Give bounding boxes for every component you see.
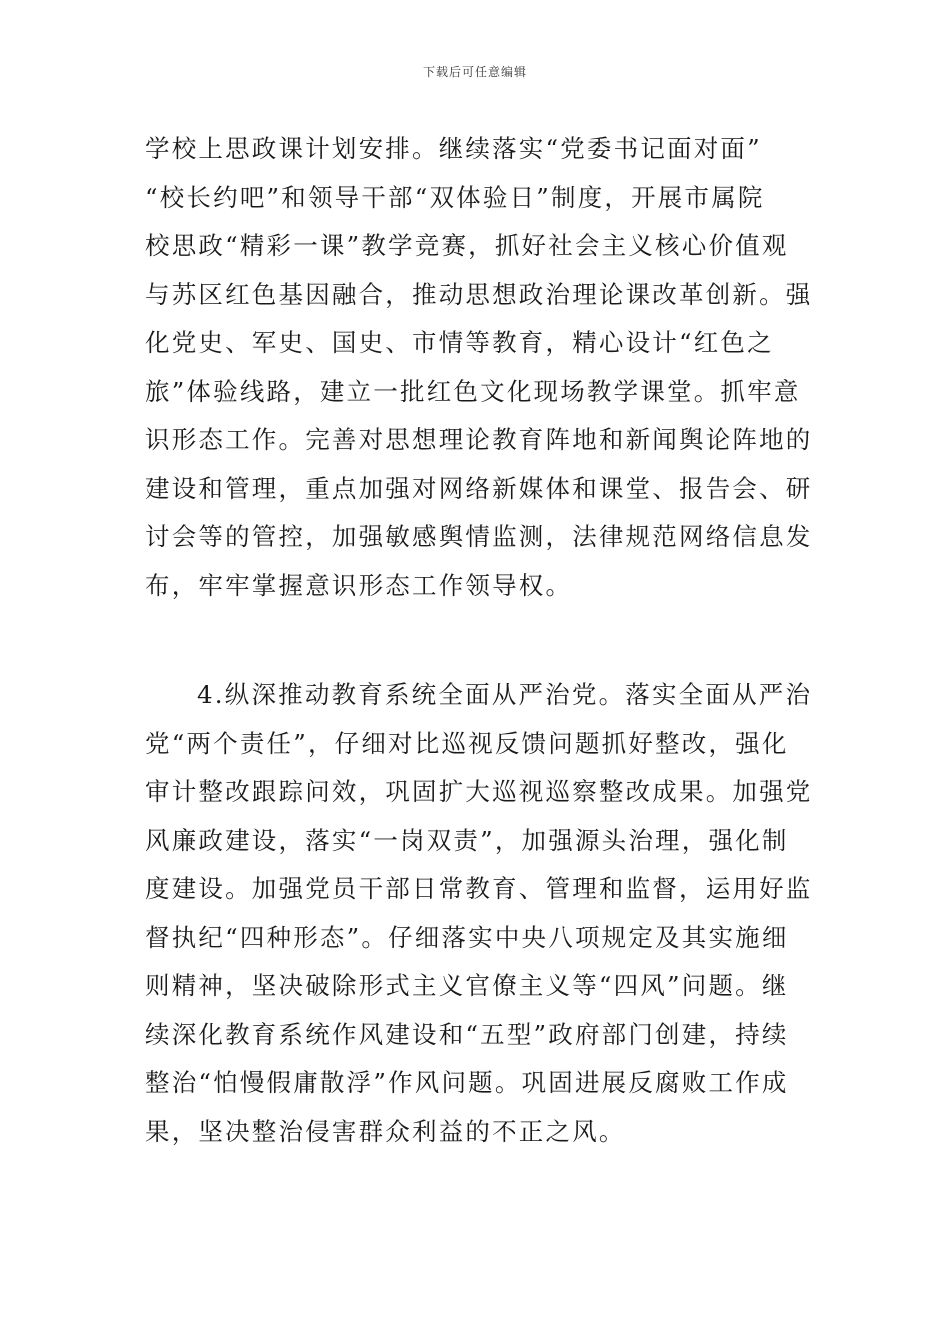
paragraph-line: 校思政“精彩一课”教学竞赛，抓好社会主义核心价值观 bbox=[145, 231, 789, 260]
paragraph-line: 则精神，坚决破除形式主义官僚主义等“四风”问题。继 bbox=[145, 971, 789, 1000]
paragraph-line: 审计整改跟踪问效，巩固扩大巡视巡察整改成果。加强党 bbox=[145, 777, 813, 806]
paragraph-line: 续深化教育系统作风建设和“五型”政府部门创建，持续 bbox=[145, 1019, 789, 1049]
paragraph-line: 讨会等的管控，加强敏感舆情监测，法律规范网络信息发 bbox=[145, 522, 813, 551]
paragraph-line: 风廉政建设，落实“一岗双责”，加强源头治理，强化制 bbox=[145, 825, 789, 855]
paragraph-ideological-work bbox=[145, 125, 813, 610]
paragraph-line: 度建设。加强党员干部日常教育、管理和监督，运用好监 bbox=[145, 874, 813, 903]
paragraph-line: 建设和管理，重点加强对网络新媒体和课堂、报告会、研 bbox=[145, 473, 813, 503]
paragraph-line: “校长约吧”和领导干部“双体验日”制度，开展市属院 bbox=[145, 182, 765, 212]
paragraph-line: 党“两个责任”，仔细对比巡视反馈问题抓好整改，强化 bbox=[145, 728, 789, 758]
paragraph-line: 督执纪“四种形态”。仔细落实中央八项规定及其实施细 bbox=[145, 922, 789, 952]
paragraph-line: 4.纵深推动教育系统全面从严治党。落实全面从严治 bbox=[197, 680, 813, 709]
paragraph-line: 化党史、军史、国史、市情等教育，精心设计“红色之 bbox=[145, 328, 774, 357]
header-note: 下载后可任意编辑 bbox=[422, 65, 527, 79]
paragraph-line: 果，坚决整治侵害群众利益的不正之风。 bbox=[145, 1116, 626, 1146]
paragraph-line: 与苏区红色基因融合，推动思想政治理论课改革创新。强 bbox=[145, 279, 813, 309]
paragraph-line: 学校上思政课计划安排。继续落实“党委书记面对面” bbox=[145, 134, 762, 163]
paragraph-line: 整治“怕慢假庸散浮”作风问题。巩固进展反腐败工作成 bbox=[145, 1068, 789, 1097]
paragraph-line: 布，牢牢掌握意识形态工作领导权。 bbox=[145, 570, 573, 600]
paragraph-line: 旅”体验线路，建立一批红色文化现场教学课堂。抓牢意 bbox=[145, 376, 801, 406]
paragraph-line: 识形态工作。完善对思想理论教育阵地和新闻舆论阵地的 bbox=[145, 425, 813, 454]
paragraph-party-discipline bbox=[145, 671, 813, 1156]
